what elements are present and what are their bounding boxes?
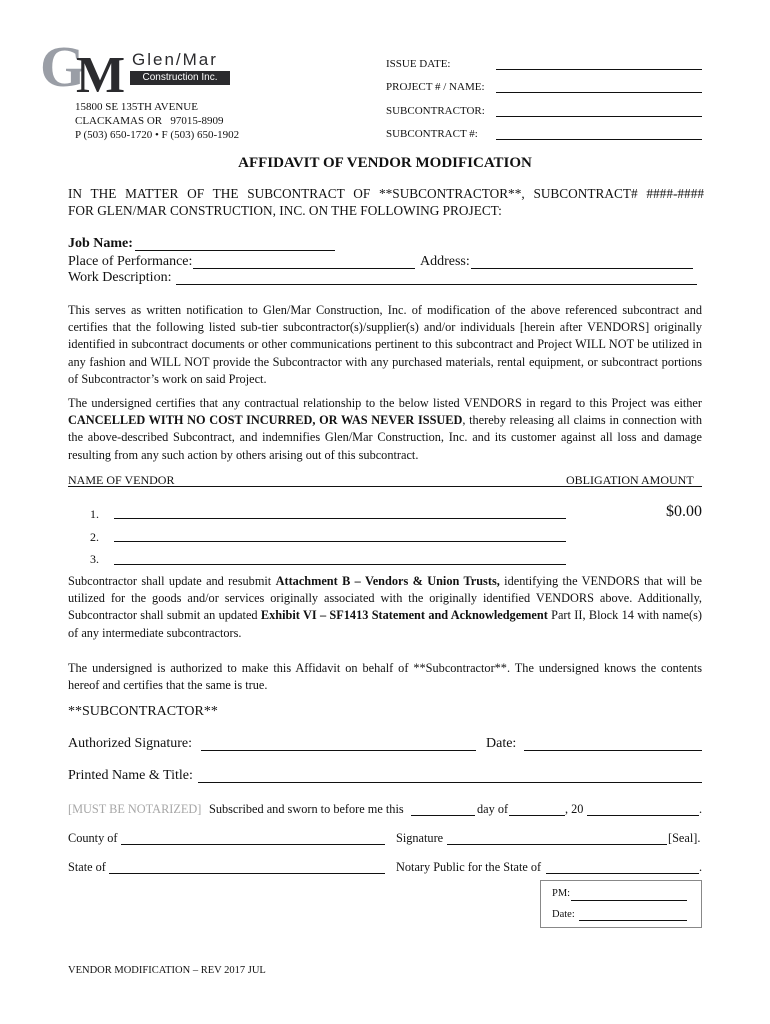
- address-line-2: CLACKAMAS OR 97015-8909: [75, 115, 224, 127]
- notary-public-state-label: Notary Public for the State of: [396, 860, 542, 874]
- notary-year-field[interactable]: [587, 815, 699, 816]
- vendor-table-header-rule: [68, 486, 702, 487]
- matter-statement: [68, 185, 704, 219]
- subcontract-number-field[interactable]: [496, 139, 702, 140]
- logo-tagline: Construction Inc.: [130, 71, 230, 85]
- notary-public-state-field[interactable]: [546, 873, 699, 874]
- printed-name-title-label: Printed Name & Title:: [68, 768, 193, 783]
- logo-g-letter: G: [40, 34, 86, 98]
- matter-line-1: IN THE MATTER OF THE SUBCONTRACT OF **SUBCONTRACTOR**, SUBCONTRACT# ####-####: [68, 186, 704, 201]
- sworn-period: .: [699, 802, 703, 816]
- certification-text-b: , thereby releasing all claims in connection with the above-described Subcontract, and indemnifies Glen/Mar Construction, Inc. and its customer against all loss and damage resulting from any such action by others arising out of this subcontract.: [68, 413, 702, 462]
- subscribed-sworn-text: Subscribed and sworn to before me this: [209, 802, 404, 816]
- subcontract-number-label: SUBCONTRACT #:: [386, 128, 478, 140]
- authorized-signature-field[interactable]: [201, 750, 476, 751]
- pm-date-field[interactable]: [579, 920, 687, 921]
- subcontractor-placeholder: **SUBCONTRACTOR**: [68, 704, 218, 719]
- certification-paragraph: [68, 395, 702, 464]
- document-title: AFFIDAVIT OF VENDOR MODIFICATION: [238, 155, 532, 171]
- vendor-row-number: 1.: [90, 507, 99, 521]
- resubmit-text-a: Subcontractor shall update and resubmit: [68, 574, 276, 588]
- job-name-label: Job Name:: [68, 236, 133, 251]
- resubmit-text-b: identifying the VENDORS that will be utilized for the goods and/or services originally associated with the originally identified VENDORS above. Additionally, Subcontractor shall submit an updated: [68, 574, 703, 623]
- notary-month-field[interactable]: [509, 815, 565, 816]
- vendor-row-number: 2.: [90, 530, 99, 544]
- issue-date-field[interactable]: [496, 69, 702, 70]
- address-line-1: 15800 SE 135TH AVENUE: [75, 101, 198, 113]
- logo-m-letter: M: [76, 47, 126, 98]
- phone-fax-line: P (503) 650-1720 • F (503) 650-1902: [75, 129, 240, 141]
- obligation-amount-1[interactable]: $0.00: [666, 503, 702, 520]
- county-field[interactable]: [121, 844, 385, 845]
- authorized-signature-label: Authorized Signature:: [68, 736, 193, 751]
- authorization-paragraph: The undersigned is authorized to make this Affidavit on behalf of **Subcontractor**. The undersigned knows the contents hereof and certifies that the same is true.: [68, 661, 702, 693]
- logo-name: Glen/Mar: [132, 50, 218, 69]
- job-name-field[interactable]: [135, 250, 335, 251]
- obligation-amount-header: OBLIGATION AMOUNT: [566, 473, 694, 487]
- seal-label: [Seal].: [668, 831, 701, 845]
- state-field[interactable]: [109, 873, 385, 874]
- vendor-name-field-3[interactable]: [114, 564, 566, 565]
- form-footer: VENDOR MODIFICATION – REV 2017 JUL: [68, 965, 266, 976]
- place-of-performance-field[interactable]: [193, 268, 415, 269]
- project-name-label: PROJECT # / NAME:: [386, 81, 485, 93]
- county-of-label: County of: [68, 831, 118, 845]
- certification-text-a: The undersigned certifies that any contractual relationship to the below listed VENDORS in regard to this Project was either: [68, 396, 702, 410]
- pm-label: PM:: [552, 888, 571, 899]
- pm-field[interactable]: [571, 900, 687, 901]
- pm-approval-box: [540, 880, 702, 928]
- resubmit-text-c: Part II, Block 14 with name(s) of any intermediate subcontractors.: [68, 608, 703, 640]
- notary-day-field[interactable]: [411, 815, 475, 816]
- vendor-name-field-1[interactable]: [114, 518, 566, 519]
- state-of-label: State of: [68, 860, 106, 874]
- notification-paragraph: This serves as written notification to Glen/Mar Construction, Inc. of modification of the above referenced subcontract and certifies that the following listed sub-tier subcontractor(s)/supplier(s) and/or individuals [herein after VENDORS] originally identified in subcontract documents or other communications pertinent to this subcontract and Project WILL NOT be utilized in any fashion and WILL NOT provide the Subcontractor with any purchased materials, rental equipment, or subcontract portions of Subcontractor’s work on said Project.: [68, 303, 702, 386]
- day-of-label: day of: [477, 802, 509, 816]
- vendor-row-number: 3.: [90, 552, 99, 566]
- place-of-performance-label: Place of Performance:: [68, 254, 193, 269]
- year-prefix: , 20: [565, 802, 584, 816]
- certification-bold-text: CANCELLED WITH NO COST INCURRED, OR WAS NEVER ISSUED: [68, 413, 463, 428]
- printed-name-title-field[interactable]: [198, 782, 702, 783]
- matter-line-2: FOR GLEN/MAR CONSTRUCTION, INC. ON THE FOLLOWING PROJECT:: [68, 203, 502, 218]
- subcontractor-field[interactable]: [496, 116, 702, 117]
- must-be-notarized-label: [MUST BE NOTARIZED]: [68, 802, 202, 816]
- notary-signature-field[interactable]: [447, 844, 667, 845]
- work-description-label: Work Description:: [68, 270, 172, 285]
- company-logo: [40, 34, 240, 98]
- project-name-field[interactable]: [496, 92, 702, 93]
- pm-date-label: Date:: [552, 909, 575, 920]
- address-field[interactable]: [471, 268, 693, 269]
- address-label: Address:: [420, 254, 470, 269]
- vendor-name-field-2[interactable]: [114, 541, 566, 542]
- work-description-field[interactable]: [176, 284, 697, 285]
- notary-signature-label: Signature: [396, 831, 444, 845]
- notary-period: .: [699, 860, 703, 874]
- signature-date-label: Date:: [486, 736, 517, 751]
- issue-date-label: ISSUE DATE:: [386, 58, 451, 70]
- company-address: [75, 100, 239, 142]
- resubmit-paragraph: [68, 573, 702, 642]
- vendor-name-header: NAME OF VENDOR: [68, 473, 175, 487]
- attachment-b-reference: Attachment B – Vendors & Union Trusts,: [275, 574, 500, 588]
- subcontractor-label: SUBCONTRACTOR:: [386, 105, 485, 117]
- signature-date-field[interactable]: [524, 750, 702, 751]
- exhibit-vi-reference: Exhibit VI – SF1413 Statement and Acknowledgement: [260, 608, 548, 623]
